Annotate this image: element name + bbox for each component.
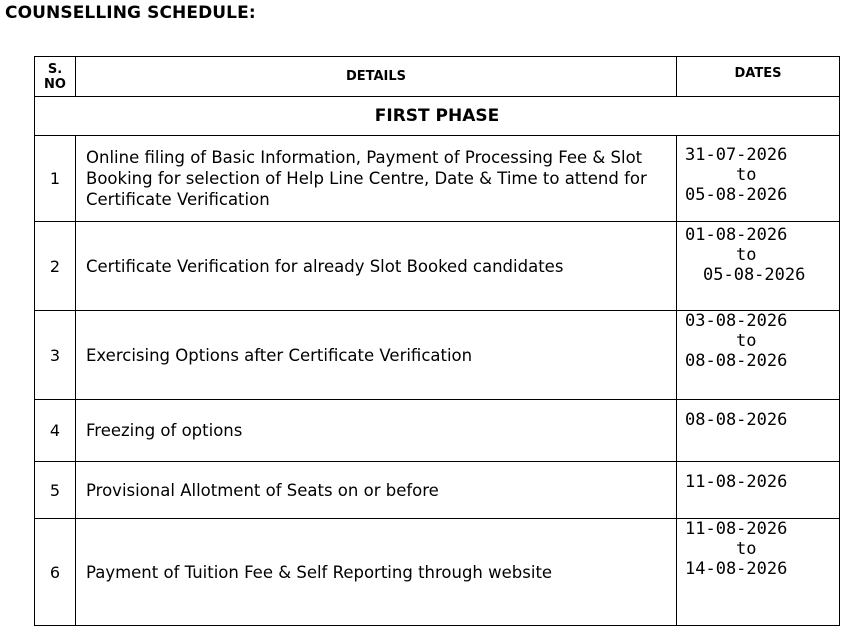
header-details: DETAILS	[76, 57, 677, 97]
phase-label: FIRST PHASE	[35, 97, 840, 136]
row-details: Exercising Options after Certificate Verification	[76, 311, 677, 400]
table-row	[35, 311, 840, 400]
date-to: 05-08-2026	[703, 265, 806, 285]
row-number: 4	[35, 400, 76, 462]
date-from: 31-07-2026	[685, 145, 788, 165]
table-row	[35, 136, 840, 222]
header-sno-line2: NO	[44, 76, 66, 92]
table-row	[35, 222, 840, 311]
page-title: COUNSELLING SCHEDULE:	[5, 3, 256, 23]
date-from: 08-08-2026	[685, 410, 788, 430]
row-dates	[677, 136, 840, 222]
row-details: Freezing of options	[76, 400, 677, 462]
row-details: Online filing of Basic Information, Payment of Processing Fee & Slot Booking for selection of Help Line Centre, Date & Time to attend for Certificate Verification	[76, 136, 677, 222]
header-sno	[35, 57, 76, 97]
row-details: Payment of Tuition Fee & Self Reporting through website	[76, 519, 677, 626]
date-to-word: to	[736, 165, 757, 185]
date-to-word: to	[736, 539, 757, 559]
counselling-schedule-table	[34, 56, 840, 626]
date-from: 11-08-2026	[685, 472, 788, 492]
row-number: 3	[35, 311, 76, 400]
row-number: 1	[35, 136, 76, 222]
row-dates	[677, 311, 840, 400]
phase-row	[35, 97, 840, 136]
row-number: 5	[35, 462, 76, 519]
date-to-word: to	[736, 331, 757, 351]
header-dates: DATES	[677, 57, 840, 97]
table-row	[35, 519, 840, 626]
date-to: 14-08-2026	[685, 559, 788, 579]
date-from: 03-08-2026	[685, 311, 788, 331]
date-from: 01-08-2026	[685, 225, 788, 245]
row-dates	[677, 222, 840, 311]
header-sno-line1: S.	[47, 61, 63, 77]
row-details: Provisional Allotment of Seats on or before	[76, 462, 677, 519]
row-details: Certificate Verification for already Slot Booked candidates	[76, 222, 677, 311]
date-from: 11-08-2026	[685, 519, 788, 539]
table-row	[35, 400, 840, 462]
date-to: 08-08-2026	[685, 351, 788, 371]
table-header-row	[35, 57, 840, 97]
date-to-word: to	[736, 245, 757, 265]
date-to: 05-08-2026	[685, 185, 788, 205]
row-number: 6	[35, 519, 76, 626]
table-row	[35, 462, 840, 519]
row-dates	[677, 400, 840, 462]
row-dates	[677, 462, 840, 519]
row-number: 2	[35, 222, 76, 311]
row-dates	[677, 519, 840, 626]
